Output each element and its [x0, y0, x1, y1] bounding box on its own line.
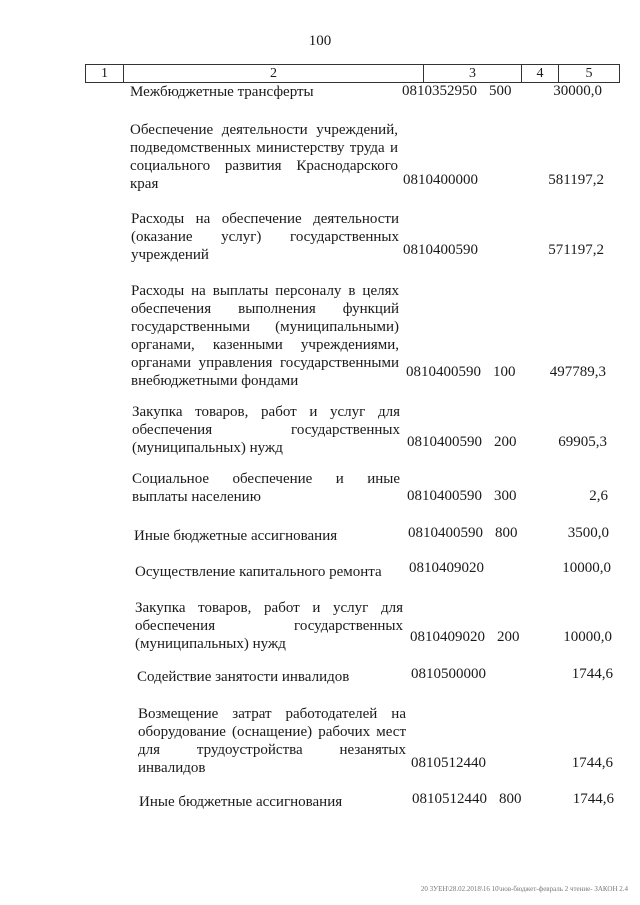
- header-col-4: 4: [522, 65, 559, 82]
- row-description: Иные бюджетные ассигнования: [139, 794, 343, 810]
- row-code: 0810500000: [411, 666, 486, 682]
- row-code: 0810352950: [402, 83, 477, 99]
- row-amount: 2,6: [589, 488, 608, 504]
- row-code: 0810400590: [403, 242, 478, 258]
- row-description: Содействие занятости инвалидов: [137, 669, 350, 685]
- row-amount: 30000,0: [553, 83, 602, 99]
- row-description: Осуществление капитального ремонта: [135, 564, 382, 580]
- row-amount: 3500,0: [567, 525, 609, 541]
- row-type: 300: [494, 488, 517, 504]
- file-path-footer: 20 3УЕН\28.02.2018\16 10\нов-бюджет-февраль 2 чтение- ЗАКОН 2.4: [420, 885, 628, 893]
- row-amount: 497789,3: [549, 364, 606, 380]
- header-col-3: 3: [424, 65, 522, 82]
- row-amount: 10000,0: [563, 629, 612, 645]
- row-amount: 571197,2: [548, 242, 604, 258]
- row-code: 0810409020: [409, 560, 484, 576]
- row-code: 0810400000: [403, 172, 478, 188]
- table-header: [85, 64, 620, 83]
- header-col-1: 1: [86, 65, 124, 82]
- row-description: Возмещение затрат работодателей на оборудование (оснащение) рабочих мест для трудоустройства незанятых инвалидов: [138, 706, 406, 776]
- row-description: Расходы на выплаты персоналу в целях обеспечения выполнения функций государственными (муниципальными) органами, казенными учреждениями, органами управления государственными внебюджетными фондами: [131, 283, 399, 389]
- header-col-5: 5: [585, 66, 593, 81]
- row-code: 0810512440: [412, 791, 487, 807]
- row-description: Иные бюджетные ассигнования: [134, 528, 338, 544]
- row-description: Социальное обеспечение и иные выплаты населению: [132, 471, 400, 505]
- row-code: 0810512440: [411, 755, 486, 771]
- row-amount: 10000,0: [562, 560, 611, 576]
- row-amount: 69905,3: [558, 434, 607, 450]
- row-type: 800: [499, 791, 522, 807]
- row-description: Расходы на обеспечение деятельности (оказание услуг) государственных учреждений: [131, 211, 399, 263]
- row-type: 100: [493, 364, 516, 380]
- row-code: 0810400590: [408, 525, 483, 541]
- row-type: 800: [495, 525, 518, 541]
- row-description: Межбюджетные трансферты: [130, 84, 314, 100]
- row-type: 200: [497, 629, 520, 645]
- header-col-2: 2: [124, 65, 424, 82]
- row-description: Закупка товаров, работ и услуг для обеспечения государственных (муниципальных) нужд: [132, 404, 400, 456]
- row-type: 200: [494, 434, 517, 450]
- row-amount: 1744,6: [571, 755, 613, 771]
- row-code: 0810400590: [407, 434, 482, 450]
- row-code: 0810409020: [410, 629, 485, 645]
- row-description: Обеспечение деятельности учреждений, подведомственных министерству труда и социального развития Краснодарского края: [130, 122, 398, 192]
- page-number: 100: [308, 33, 332, 49]
- row-amount: 1744,6: [572, 791, 614, 807]
- row-code: 0810400590: [407, 488, 482, 504]
- row-code: 0810400590: [406, 364, 481, 380]
- row-description: Закупка товаров, работ и услуг для обеспечения государственных (муниципальных) нужд: [135, 600, 403, 652]
- row-type: 500: [489, 83, 512, 99]
- row-amount: 581197,2: [548, 172, 604, 188]
- row-amount: 1744,6: [571, 666, 613, 682]
